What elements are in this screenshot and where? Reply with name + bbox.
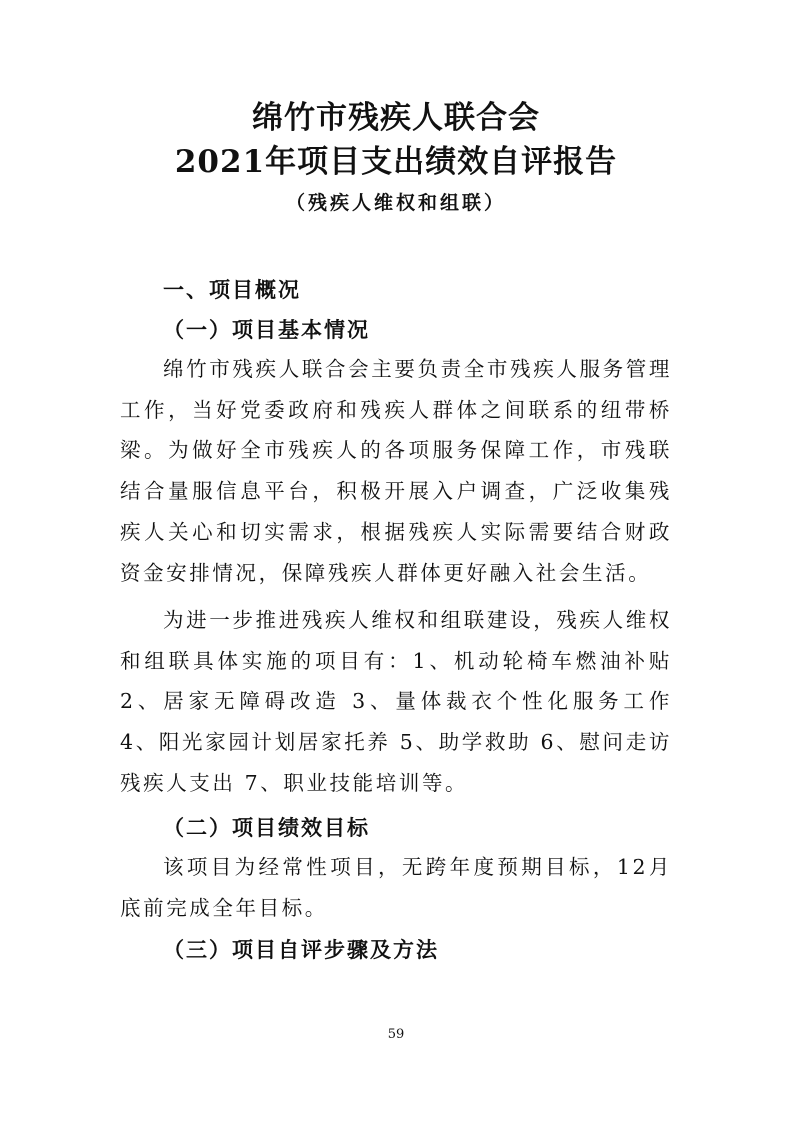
page-number: 59 <box>387 1027 405 1042</box>
report-title-line2: 2021年项目支出绩效自评报告 <box>174 144 618 180</box>
subsection-heading-evaluation-method: （三）项目自评步骤及方法 <box>163 937 439 962</box>
report-subtitle: （残疾人维权和组联） <box>285 192 506 214</box>
paragraph-basic-info: 绵竹市残疾人联合会主要负责全市残疾人服务管理工作，当好党委政府和残疾人群体之间联系的纽带桥梁。为做好全市残疾人的各项服务保障工作，市残联结合量服信息平台，积极开展入户调查，广泛收集残疾人关心和切实需求，根据残疾人实际需要结合财政资金安排情况，保障残疾人群体更好融入社会生活。 <box>120 357 672 585</box>
report-title-line1: 绵竹市残疾人联合会 <box>252 100 540 136</box>
paragraph-performance-goals: 该项目为经常性项目，无跨年度预期目标，12月底前完成全年目标。 <box>120 855 672 920</box>
subsection-heading-performance-goals: （二）项目绩效目标 <box>163 815 370 840</box>
paragraph-implemented-projects: 为进一步推进残疾人维权和组联建设，残疾人维权和组联具体实施的项目有：1、机动轮椅车燃油补贴 2、居家无障碍改造 3、量体裁衣个性化服务工作 4、阳光家园计划居家托养 5、助学救助 6、慰问走访残疾人支出 7、职业技能培训等。 <box>120 608 696 795</box>
section-heading-project-overview: 一、项目概况 <box>163 277 301 302</box>
subsection-heading-basic-info: （一）项目基本情况 <box>163 317 370 342</box>
